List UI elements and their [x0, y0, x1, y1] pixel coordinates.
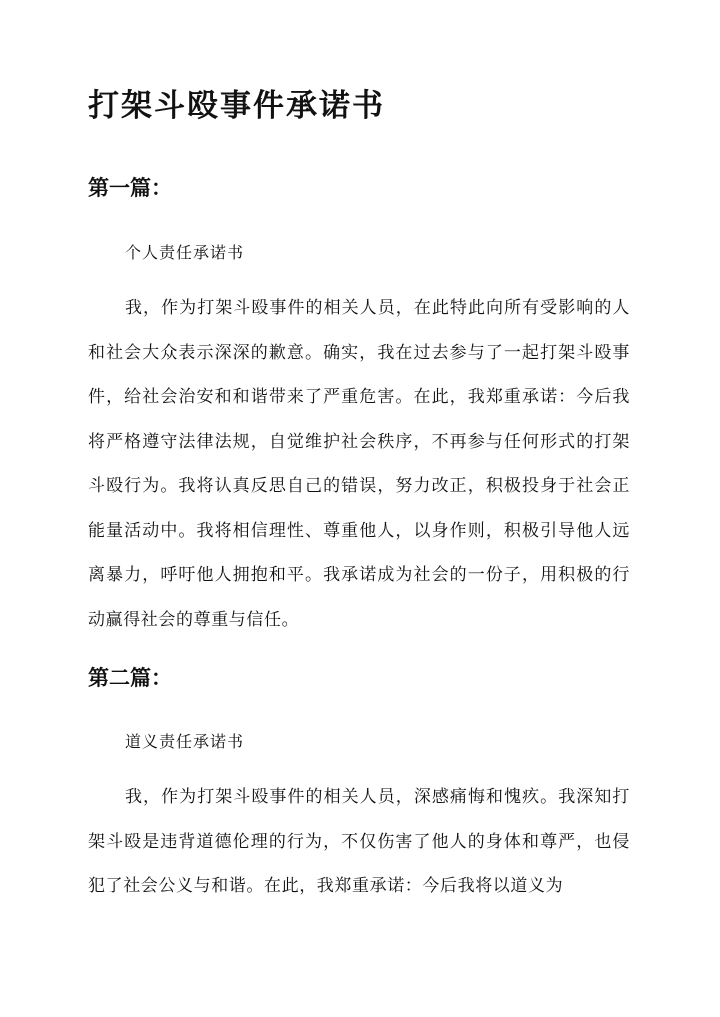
section-1-body: 我，作为打架斗殴事件的相关人员，在此特此向所有受影响的人和社会大众表示深深的歉意。确实，我在过去参与了一起打架斗殴事件，给社会治安和和谐带来了严重危害。在此，我郑重承诺：今后我将严格遵守法律法规，自觉维护社会秩序，不再参与任何形式的打架斗殴行为。我将认真反思自己的错误，努力改正，积极投身于社会正能量活动中。我将相信理性、尊重他人，以身作则，积极引导他人远离暴力，呼吁他人拥抱和平。我承诺成为社会的一份子，用积极的行动赢得社会的尊重与信任。 [88, 298, 630, 630]
section-1-heading: 第一篇： [88, 175, 172, 200]
section-1-subtitle: 个人责任承诺书 [125, 243, 245, 262]
section-2-heading: 第二篇： [88, 665, 172, 690]
document-title: 打架斗殴事件承诺书 [88, 88, 385, 124]
section-2-subtitle: 道义责任承诺书 [125, 732, 245, 751]
section-2-body: 我，作为打架斗殴事件的相关人员，深感痛悔和愧疚。我深知打架斗殴是违背道德伦理的行为，不仅伤害了他人的身体和尊严，也侵犯了社会公义与和谐。在此，我郑重承诺：今后我将以道义为 [88, 787, 630, 896]
